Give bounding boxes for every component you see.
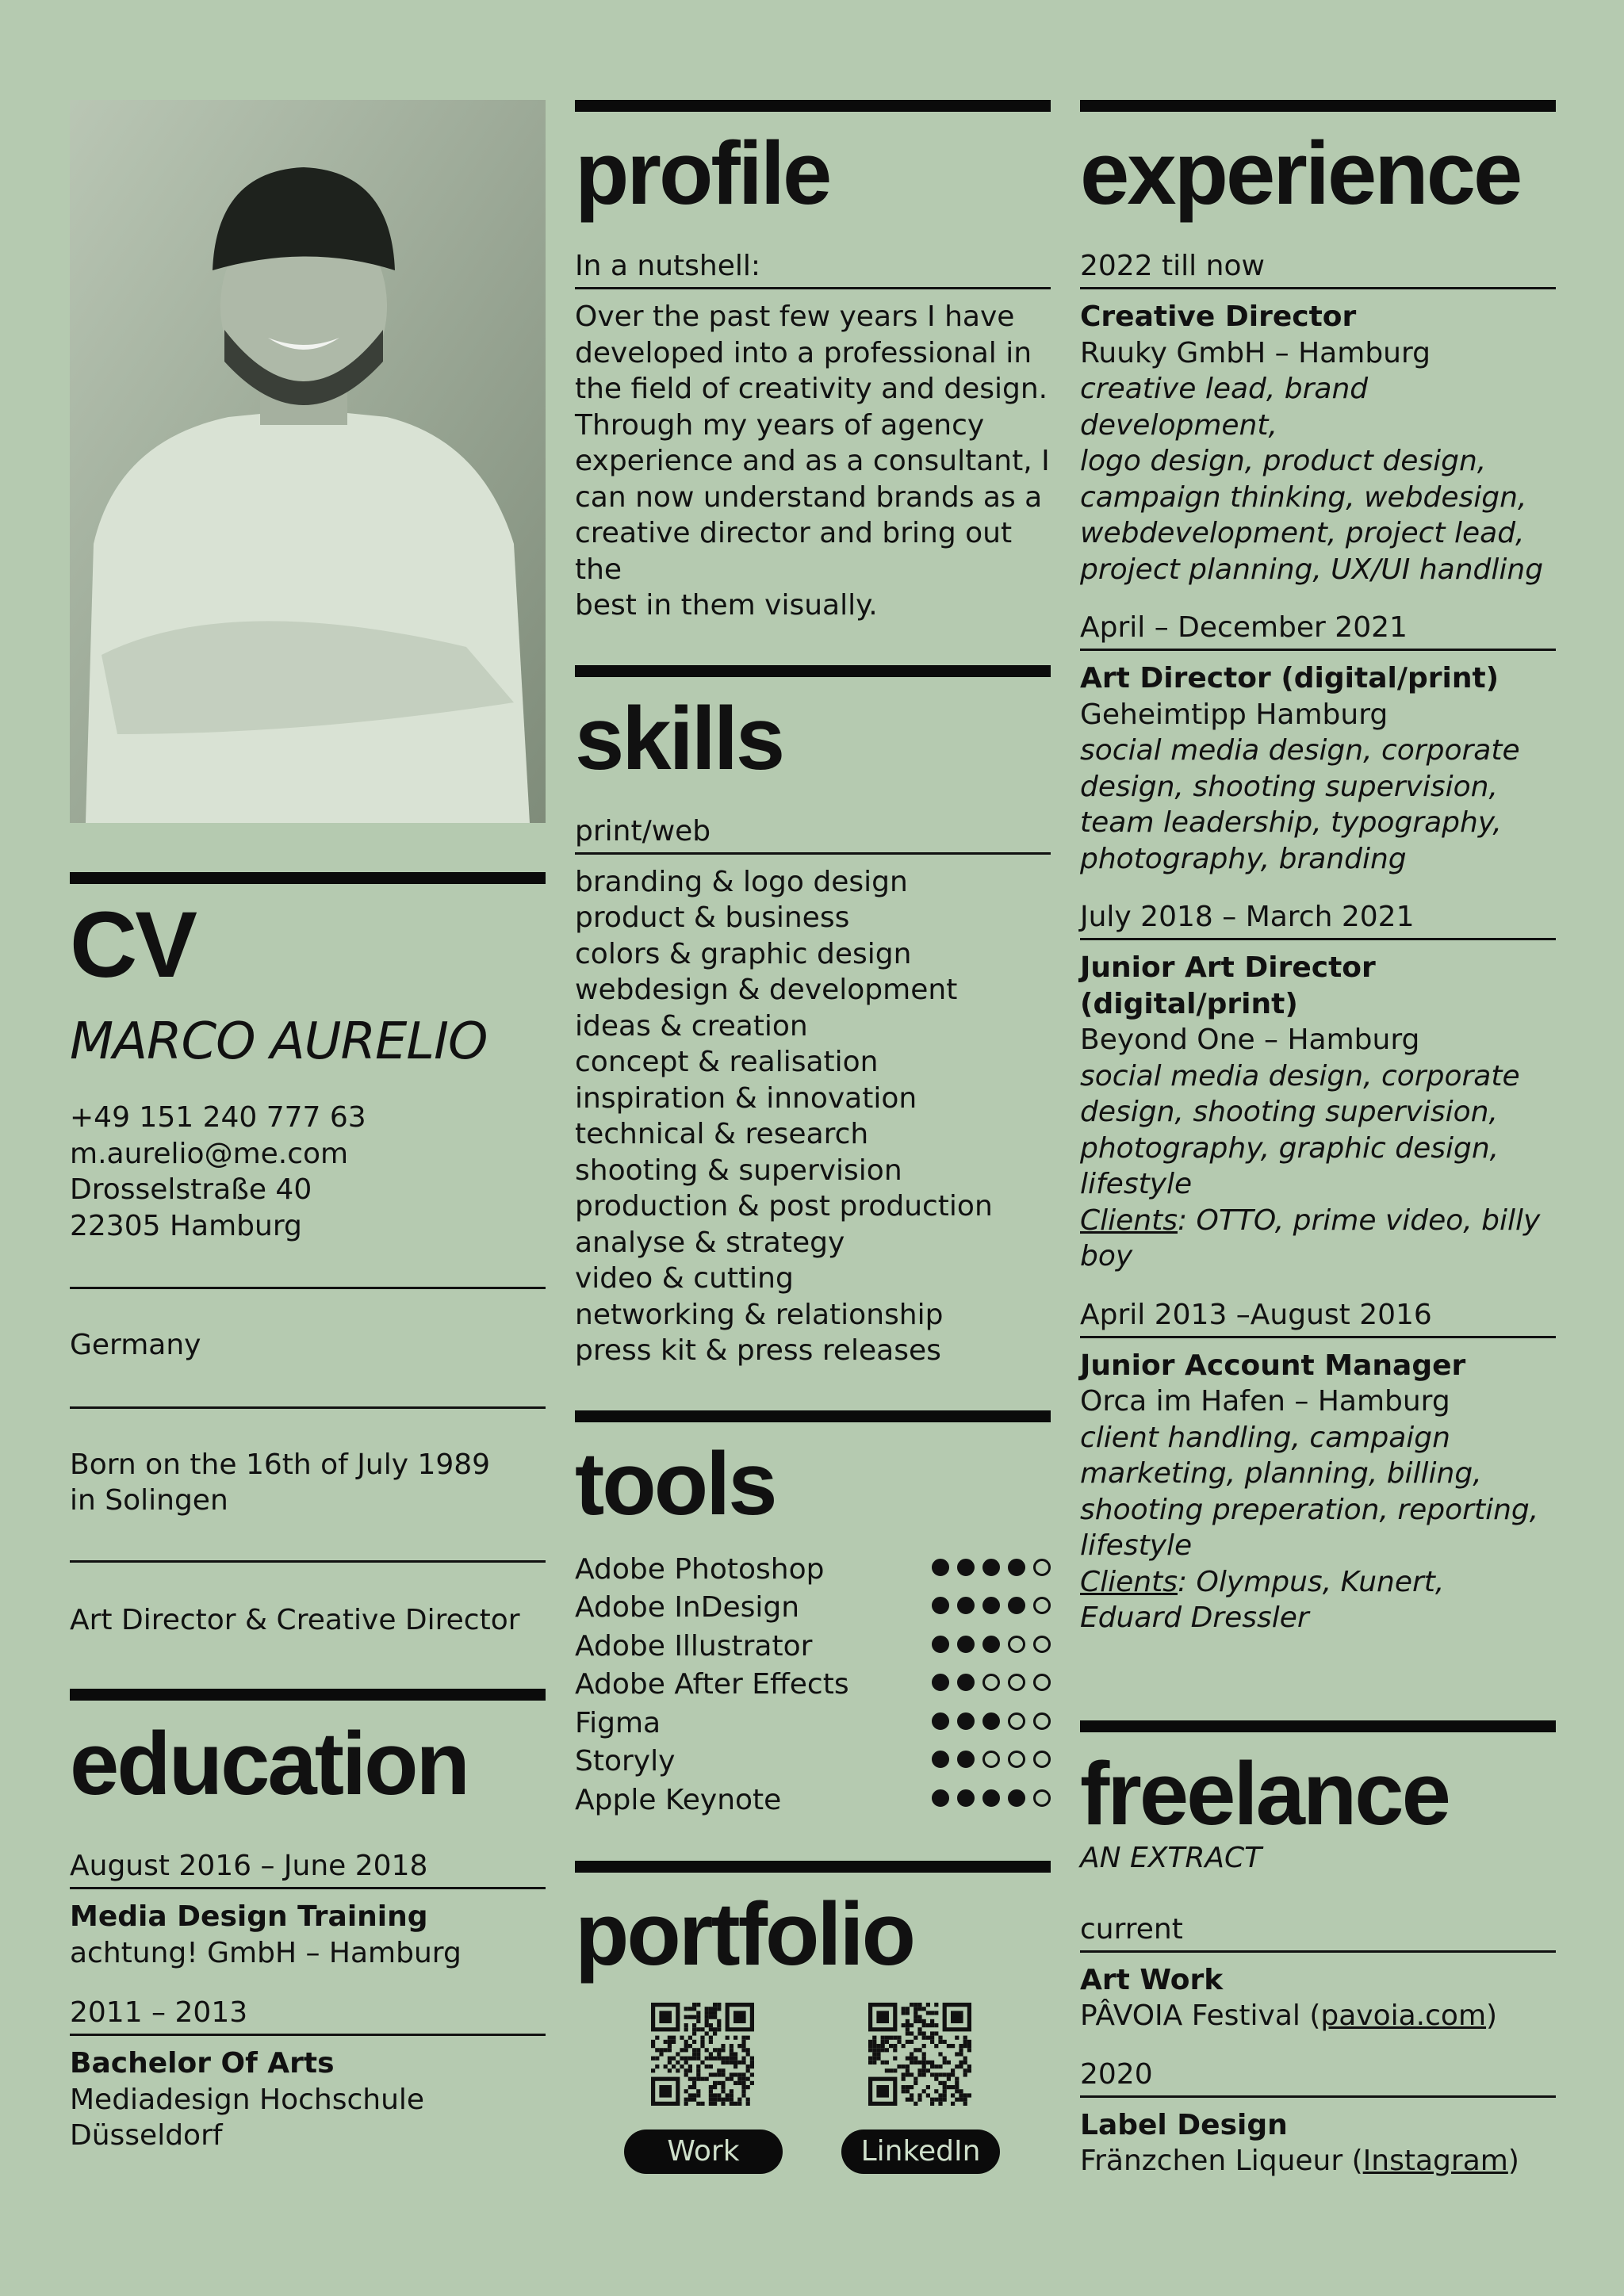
portfolio-title: portfolio <box>575 1885 914 1984</box>
city-address: 22305 Hamburg <box>70 1209 302 1242</box>
task-line: lifestyle <box>1080 1168 1193 1200</box>
clients-label: Clients <box>1080 1203 1178 1237</box>
portfolio-rule <box>575 1861 1051 1873</box>
freelance-period: 2020 <box>1080 2057 1556 2098</box>
left-column <box>70 100 546 2154</box>
rating-dot-filled <box>932 1597 949 1614</box>
experience-role: Junior Art Director (digital/print) <box>1080 951 1376 1020</box>
experience-company: Orca im Hafen – Hamburg <box>1080 1385 1450 1418</box>
freelance-text: ) <box>1486 1999 1498 2032</box>
rating-dot-filled <box>932 1789 949 1807</box>
tools-rule <box>575 1410 1051 1422</box>
rating-dot-filled <box>932 1674 949 1691</box>
rating-dot-empty <box>1008 1636 1025 1653</box>
skill-item: video & cutting <box>575 1262 794 1295</box>
tool-name: Figma <box>575 1706 661 1739</box>
task-line: campaign thinking, webdesign, <box>1080 480 1527 514</box>
rating-dot-filled <box>982 1559 1000 1576</box>
freelance-section <box>1080 1744 1556 2179</box>
experience-entry <box>1080 248 1556 587</box>
education-entry <box>70 1848 546 1971</box>
clients-list: Eduard Dressler <box>1080 1601 1309 1634</box>
instagram-link[interactable]: Instagram <box>1362 2145 1508 2177</box>
skill-item: colors & graphic design <box>575 937 912 970</box>
profile-title: profile <box>575 124 830 223</box>
skill-item: product & business <box>575 901 850 934</box>
task-line: marketing, planning, billing, <box>1080 1457 1482 1490</box>
profile-line: can now understand brands as a <box>575 480 1043 514</box>
freelance-text: Fränzchen Liqueur ( <box>1080 2145 1363 2177</box>
rating-dot-filled <box>982 1712 1000 1730</box>
skill-item: technical & research <box>575 1118 869 1150</box>
rating-dot-filled <box>932 1712 949 1730</box>
skill-item: press kit & press releases <box>575 1334 941 1367</box>
rating-dot-empty <box>1033 1674 1051 1691</box>
rating-dot-filled <box>932 1636 949 1653</box>
freelance-rule <box>1080 1720 1556 1732</box>
task-line: photography, branding <box>1080 842 1407 875</box>
freelance-entry-text <box>1080 1998 1556 2034</box>
skill-item: concept & realisation <box>575 1046 879 1078</box>
rating-dot-filled <box>1008 1597 1025 1614</box>
profile-subtitle: In a nutshell: <box>575 248 1051 289</box>
portrait-photo <box>70 100 546 823</box>
profile-line: Over the past few years I have <box>575 300 1015 333</box>
experience-period: April – December 2021 <box>1080 610 1556 651</box>
clients-line <box>1080 1203 1556 1275</box>
rating-dot-empty <box>1008 1674 1025 1691</box>
freelance-entry-text <box>1080 2143 1556 2179</box>
experience-title: experience <box>1080 124 1521 223</box>
profile-line: Through my years of agency <box>575 408 985 442</box>
experience-entry <box>1080 899 1556 1275</box>
task-line: lifestyle <box>1080 1529 1193 1562</box>
profile-line: best in them visually. <box>575 589 878 622</box>
task-line: team leadership, typography, <box>1080 806 1502 839</box>
experience-company: Beyond One – Hamburg <box>1080 1024 1420 1056</box>
task-line: project planning, UX/UI handling <box>1080 553 1544 586</box>
education-entry <box>70 1995 546 2154</box>
task-line: photography, graphic design, <box>1080 1131 1500 1165</box>
task-line: social media design, corporate <box>1080 1059 1520 1093</box>
portfolio-links <box>575 2003 1051 2201</box>
person-name: MARCO AURELIO <box>70 1012 488 1071</box>
clients-list: : OTTO, prime video, billy boy <box>1080 1203 1541 1272</box>
profile-text <box>575 299 1051 624</box>
experience-entry <box>1080 610 1556 877</box>
freelance-subtitle: AN EXTRACT <box>1080 1842 1262 1874</box>
education-place: achtung! GmbH – Hamburg <box>70 1936 462 1969</box>
tool-rating <box>932 1712 1051 1730</box>
rating-dot-filled <box>957 1674 975 1691</box>
skills-list <box>575 864 1051 1369</box>
education-degree: Media Design Training <box>70 1900 428 1933</box>
task-line: design, shooting supervision, <box>1080 1096 1498 1128</box>
cv-rule <box>70 872 546 884</box>
skill-item: inspiration & innovation <box>575 1081 917 1115</box>
tools-title: tools <box>575 1433 776 1533</box>
tool-name: Adobe Illustrator <box>575 1629 813 1663</box>
experience-tasks <box>1080 733 1556 877</box>
rating-dot-filled <box>932 1559 949 1576</box>
rating-dot-filled <box>1008 1789 1025 1807</box>
work-link-button[interactable]: Work <box>624 2130 783 2174</box>
cv-title: CV <box>70 893 195 997</box>
education-title: education <box>70 1714 468 1813</box>
tool-row <box>575 1743 1051 1781</box>
tool-name: Adobe Photoshop <box>575 1552 825 1586</box>
rating-dot-empty <box>1008 1751 1025 1768</box>
tool-row <box>575 1705 1051 1743</box>
rating-dot-filled <box>957 1751 975 1768</box>
education-period: 2011 – 2013 <box>70 1995 546 2036</box>
country: Germany <box>70 1329 201 1361</box>
skill-item: ideas & creation <box>575 1009 808 1043</box>
experience-role: Junior Account Manager <box>1080 1349 1466 1382</box>
skill-item: networking & relationship <box>575 1298 944 1331</box>
tool-name: Storyly <box>575 1745 676 1777</box>
rating-dot-filled <box>957 1597 975 1614</box>
task-line: logo design, product design, <box>1080 445 1487 477</box>
rating-dot-empty <box>1033 1559 1051 1576</box>
task-line: creative lead, brand development, <box>1080 373 1369 442</box>
skill-item: webdesign & development <box>575 974 958 1006</box>
skills-rule <box>575 665 1051 677</box>
task-line: webdevelopment, project lead, <box>1080 517 1525 549</box>
task-line: client handling, campaign <box>1080 1421 1450 1454</box>
education-rule <box>70 1689 546 1701</box>
clients-list: : Olympus, Kunert, <box>1177 1565 1445 1598</box>
profile-line: the field of creativity and design. <box>575 373 1048 405</box>
skill-item: branding & logo design <box>575 865 908 898</box>
tools-list <box>575 1551 1051 1820</box>
experience-company: Ruuky GmbH – Hamburg <box>1080 336 1431 369</box>
pavoia-link[interactable]: pavoia.com <box>1320 1999 1487 2032</box>
experience-period: 2022 till now <box>1080 248 1556 289</box>
divider <box>70 1406 546 1409</box>
freelance-entry-title: Art Work <box>1080 1963 1224 1996</box>
qr-code-icon <box>651 2003 754 2106</box>
experience-tasks <box>1080 1420 1556 1636</box>
skill-item: shooting & supervision <box>575 1154 902 1187</box>
rating-dot-filled <box>932 1751 949 1768</box>
experience-entry <box>1080 1297 1556 1636</box>
profile-line: developed into a professional in <box>575 336 1032 369</box>
skill-item: analyse & strategy <box>575 1226 845 1259</box>
rating-dot-empty <box>982 1751 1000 1768</box>
rating-dot-empty <box>982 1674 1000 1691</box>
task-line: design, shooting supervision, <box>1080 770 1498 803</box>
tool-name: Apple Keynote <box>575 1783 782 1816</box>
tool-rating <box>932 1597 1051 1614</box>
freelance-period: current <box>1080 1911 1556 1953</box>
tool-rating <box>932 1559 1051 1576</box>
street-address: Drosselstraße 40 <box>70 1173 312 1206</box>
rating-dot-filled <box>982 1789 1000 1807</box>
education-degree: Bachelor Of Arts <box>70 2047 335 2080</box>
middle-column <box>575 100 1051 2201</box>
rating-dot-filled <box>957 1559 975 1576</box>
rating-dot-empty <box>1008 1712 1025 1730</box>
portrait-illustration <box>70 100 546 823</box>
rating-dot-filled <box>957 1712 975 1730</box>
skill-item: production & post production <box>575 1190 993 1223</box>
rating-dot-filled <box>957 1789 975 1807</box>
skills-title: skills <box>575 688 783 788</box>
freelance-entry <box>1080 2057 1556 2179</box>
task-line: shooting preperation, reporting, <box>1080 1493 1539 1526</box>
tool-rating <box>932 1674 1051 1691</box>
freelance-title: freelance <box>1080 1744 1449 1843</box>
clients-label: Clients <box>1080 1565 1178 1598</box>
rating-dot-empty <box>1033 1597 1051 1614</box>
rating-dot-empty <box>1033 1751 1051 1768</box>
profile-line: creative director and bring out the <box>575 517 1013 586</box>
qr-code-icon <box>868 2003 971 2106</box>
rating-dot-empty <box>1033 1712 1051 1730</box>
tool-name: Adobe After Effects <box>575 1668 849 1701</box>
education-place: Düsseldorf <box>70 2119 223 2152</box>
experience-tasks <box>1080 1058 1556 1275</box>
tool-row <box>575 1551 1051 1590</box>
experience-company: Geheimtipp Hamburg <box>1080 698 1388 731</box>
experience-rule <box>1080 100 1556 112</box>
freelance-entry <box>1080 1911 1556 2034</box>
freelance-text: PÂVOIA Festival ( <box>1080 1999 1321 2032</box>
profile-line: experience and as a consultant, I <box>575 445 1050 477</box>
experience-tasks <box>1080 371 1556 587</box>
birth-date: Born on the 16th of July 1989 <box>70 1448 491 1481</box>
tool-name: Adobe InDesign <box>575 1591 800 1624</box>
rating-dot-filled <box>957 1636 975 1653</box>
profile-rule <box>575 100 1051 112</box>
contact-block <box>70 1100 546 1244</box>
experience-role: Art Director (digital/print) <box>1080 662 1500 695</box>
birth-place: in Solingen <box>70 1484 228 1517</box>
phone-number: +49 151 240 777 63 <box>70 1101 366 1134</box>
divider <box>70 1287 546 1289</box>
skills-subtitle: print/web <box>575 813 1051 855</box>
tool-row <box>575 1781 1051 1820</box>
tool-row <box>575 1628 1051 1667</box>
education-place: Mediadesign Hochschule <box>70 2083 425 2116</box>
clients-line <box>1080 1564 1556 1601</box>
tool-rating <box>932 1789 1051 1807</box>
experience-role: Creative Director <box>1080 300 1357 333</box>
rating-dot-empty <box>1033 1636 1051 1653</box>
divider <box>70 1560 546 1563</box>
job-role: Art Director & Creative Director <box>70 1603 520 1636</box>
task-line: social media design, corporate <box>1080 734 1520 767</box>
tool-row <box>575 1666 1051 1705</box>
rating-dot-empty <box>1033 1789 1051 1807</box>
rating-dot-filled <box>1008 1559 1025 1576</box>
tool-rating <box>932 1751 1051 1768</box>
tool-row <box>575 1589 1051 1628</box>
experience-period: April 2013 –August 2016 <box>1080 1297 1556 1338</box>
rating-dot-filled <box>982 1597 1000 1614</box>
experience-period: July 2018 – March 2021 <box>1080 899 1556 940</box>
tool-rating <box>932 1636 1051 1653</box>
email-address: m.aurelio@me.com <box>70 1137 349 1170</box>
rating-dot-filled <box>982 1636 1000 1653</box>
birth-info <box>70 1447 546 1519</box>
freelance-entry-title: Label Design <box>1080 2108 1288 2141</box>
right-column <box>1080 100 1556 2177</box>
linkedin-link-button[interactable]: LinkedIn <box>841 2130 1000 2174</box>
freelance-text: ) <box>1507 2145 1519 2177</box>
education-period: August 2016 – June 2018 <box>70 1848 546 1889</box>
